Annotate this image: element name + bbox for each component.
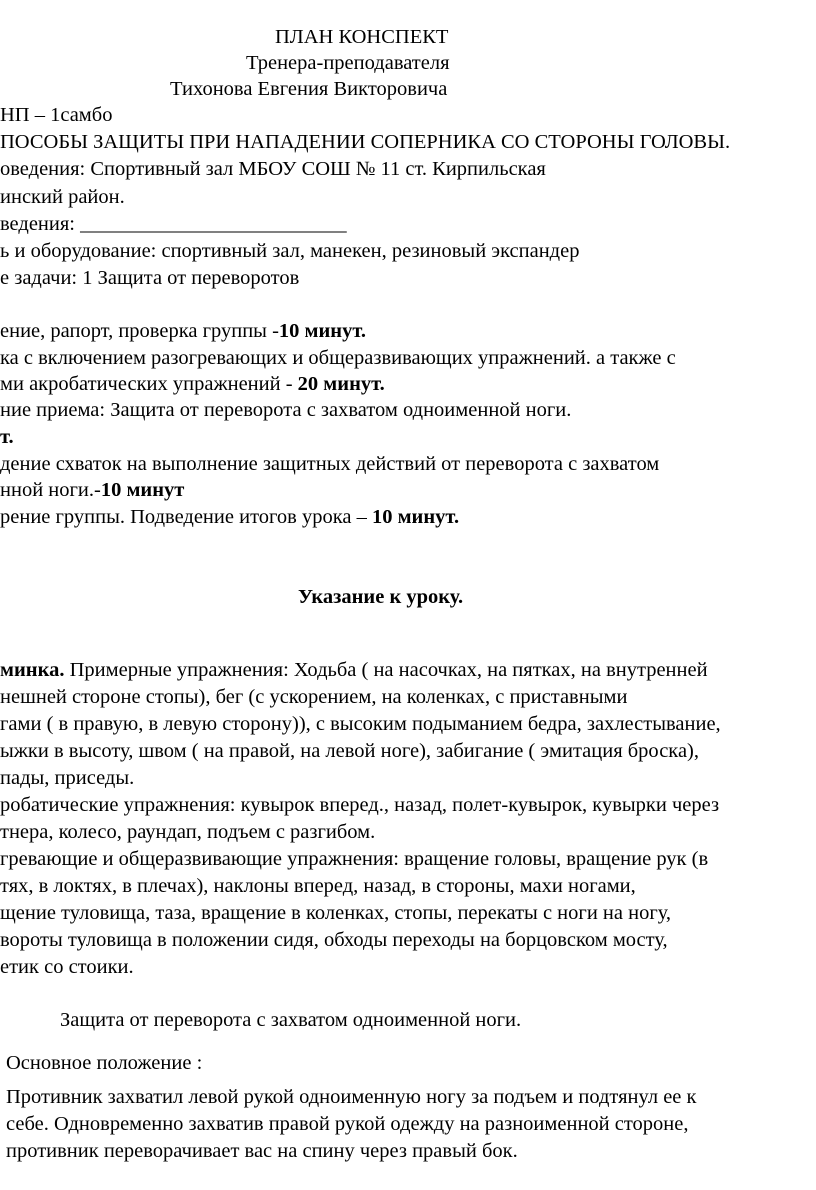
date-line: ведения: __________________________: [0, 213, 347, 235]
place-line-2: инский район.: [0, 186, 125, 208]
warmup-line-4: ыжки в высоту, швом ( на правой, на левой ноге), забигание ( эмитация броска),: [0, 740, 699, 762]
plan-item-5-text: рение группы. Подведение итогов урока –: [0, 506, 372, 528]
warmup-line-5: пады, приседы.: [0, 767, 135, 789]
warmup-label: минка.: [0, 659, 65, 681]
group-line: НП – 1самбо: [0, 104, 113, 126]
general-line-5: етик со стоики.: [0, 956, 134, 978]
general-line-2: тях, в локтях, в плечах), наклоны вперед, назад, в стороны, махи ногами,: [0, 875, 636, 897]
topic-line: ПОСОБЫ ЗАЩИТЫ ПРИ НАПАДЕНИИ СОПЕРНИКА СО СТОРОНЫ ГОЛОВЫ.: [0, 131, 731, 153]
warmup-line-2: нешней стороне стопы), бег (с ускорением, на коленках, с приставными: [0, 686, 628, 708]
plan-item-2-time: 20 минут.: [297, 373, 385, 395]
technique-line-1: Противник захватил левой рукой одноименную ногу за подъем и подтянул ее к: [6, 1086, 697, 1108]
plan-item-4-line-1: дение схваток на выполнение защитных действий от переворота с захватом: [0, 453, 660, 475]
technique-title: Защита от переворота с захватом одноименной ноги.: [60, 1009, 522, 1031]
plan-item-3-time: т.: [0, 426, 14, 448]
author-name: Тихонова Евгения Викторовича: [170, 78, 448, 100]
general-line-1: гревающие и общеразвивающие упражнения: вращение головы, вращение рук (в: [0, 848, 709, 870]
position-label: Основное положение :: [6, 1052, 203, 1074]
equipment-line: ь и оборудование: спортивный зал, манекен, резиновый экспандер: [0, 240, 580, 262]
warmup-text: Примерные упражнения: Ходьба ( на насочках, на пятках, на внутренней: [64, 659, 708, 681]
general-line-4: вороты туловища в положении сидя, обходы переходы на борцовском мосту,: [0, 929, 668, 951]
plan-item-1-text: ение, рапорт, проверка группы -: [0, 320, 279, 342]
plan-item-4-line-2: [0, 477, 184, 503]
warmup-line-1: [0, 657, 708, 683]
technique-line-3: противник переворачивает вас на спину через правый бок.: [6, 1140, 518, 1162]
plan-item-1: [0, 318, 366, 344]
acro-line-1: робатические упражнения: кувырок вперед., назад, полет-кувырок, кувырки через: [0, 794, 720, 816]
plan-item-5: [0, 504, 459, 530]
plan-item-2-line-2: [0, 371, 385, 397]
plan-item-2-text: ми акробатических упражнений -: [0, 373, 298, 395]
tasks-line: е задачи: 1 Защита от переворотов: [0, 267, 300, 289]
plan-item-5-time: 10 минут.: [371, 506, 460, 528]
document-title: ПЛАН КОНСПЕКТ: [275, 26, 449, 48]
plan-item-4-time: 10 минут: [100, 479, 185, 501]
technique-line-2: себе. Одновременно захватив правой рукой одежду на разноименной стороне,: [6, 1113, 689, 1135]
plan-item-1-time: 10 минут.: [278, 320, 367, 342]
notes-heading: Указание к уроку.: [298, 586, 464, 608]
document-subtitle: Тренера-преподавателя: [246, 52, 450, 74]
place-line-1: оведения: Спортивный зал МБОУ СОШ № 11 ст. Кирпильская: [0, 158, 546, 180]
general-line-3: щение туловища, таза, вращение в коленках, стопы, перекаты с ноги на ногу,: [0, 902, 672, 924]
plan-item-3: ние приема: Защита от переворота с захватом одноименной ноги.: [0, 399, 572, 421]
plan-item-2-line-1: ка с включением разогревающих и общеразвивающих упражнений. а также с: [0, 347, 676, 369]
warmup-line-3: гами ( в правую, в левую сторону)), с высоким подыманием бедра, захлестывание,: [0, 713, 721, 735]
plan-item-4-text: нной ноги.-: [0, 479, 101, 501]
acro-line-2: тнера, колесо, раундап, подъем с разгибом.: [0, 821, 376, 843]
